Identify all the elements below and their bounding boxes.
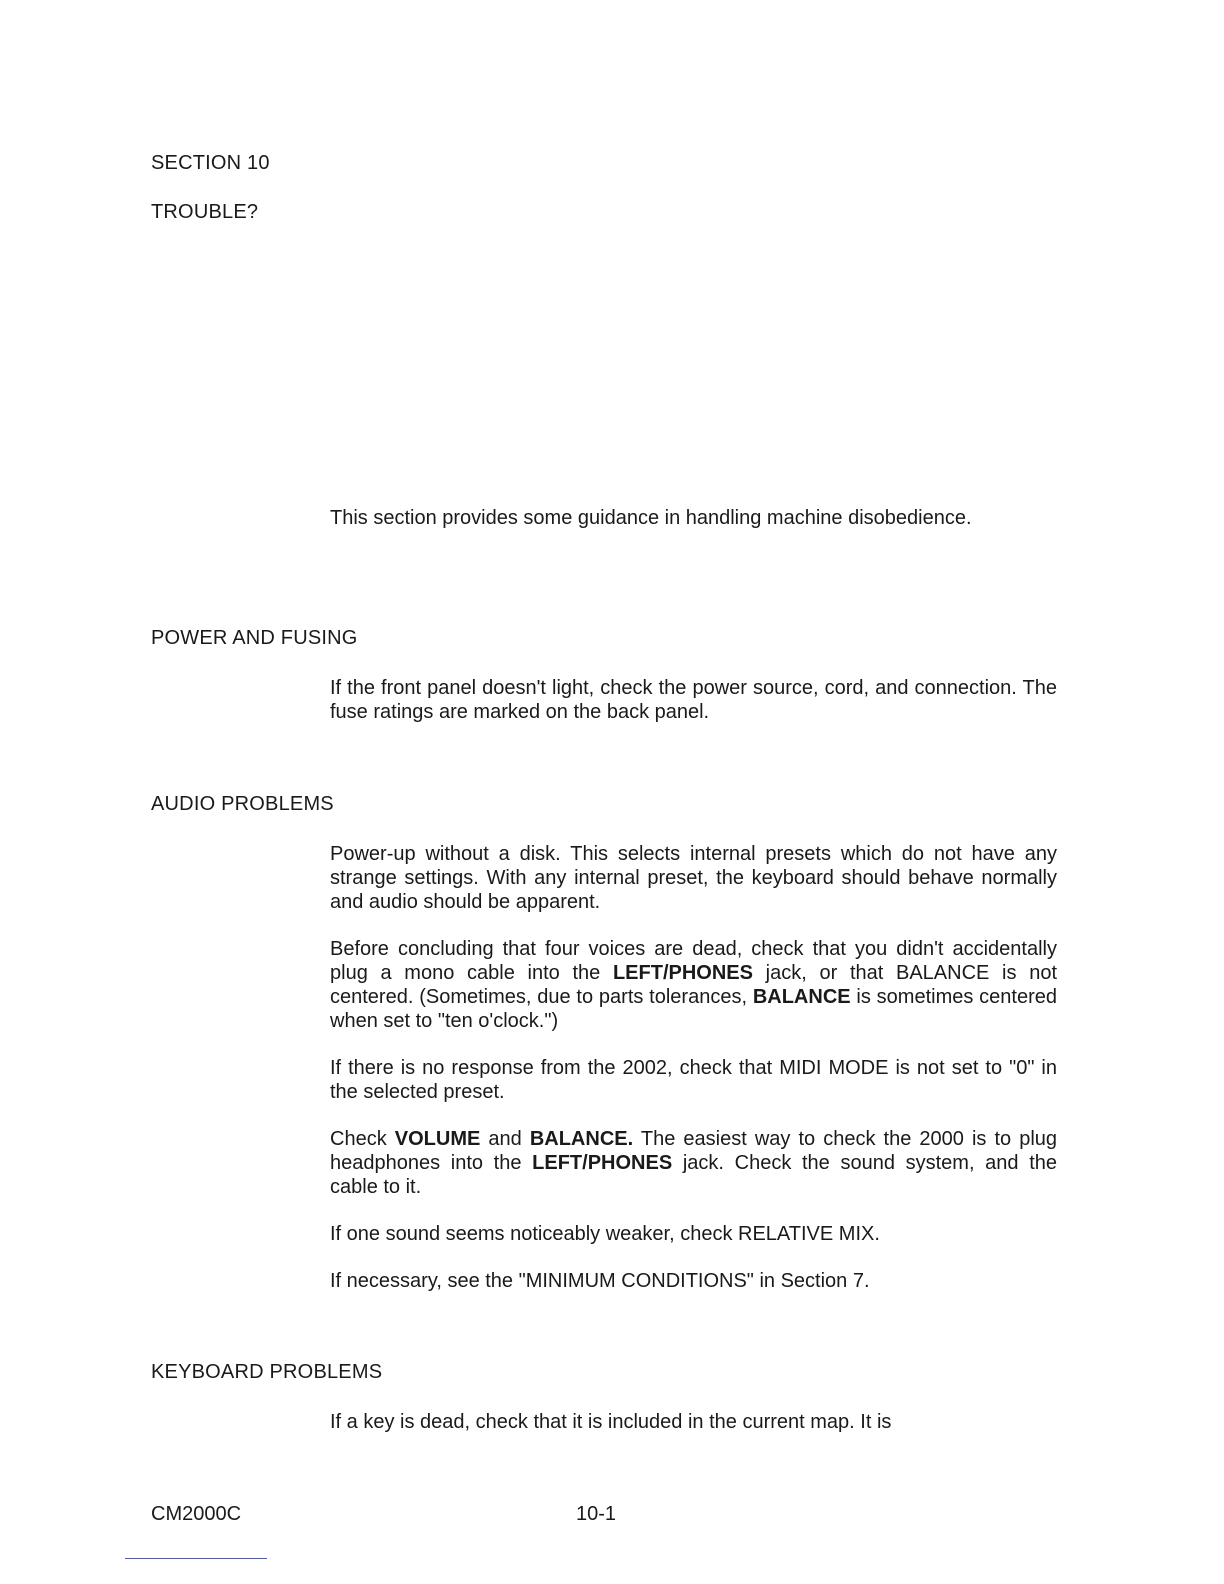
keyboard-heading: KEYBOARD PROBLEMS [151,1361,383,1383]
bottom-rule [125,1558,267,1559]
audio-heading: AUDIO PROBLEMS [151,793,334,815]
footer-page-number: 10-1 [576,1503,617,1525]
keyboard-paragraph: If a key is dead, check that it is included in the current map. It is [330,1411,892,1433]
audio-paragraph-5: If one sound seems noticeably weaker, check RELATIVE MIX. [330,1223,880,1245]
intro-paragraph: This section provides some guidance in handling machine disobedience. [330,507,972,529]
section-label: SECTION 10 [151,152,270,174]
audio-p2-text-c: jack, or that BALANCE is not centered. (Sometimes, due to parts tolerances, [330,962,1057,1008]
audio-paragraph-1: Power-up without a disk. This selects internal presets which do not have any strange settings. With any internal preset, the keyboard should behave normally and audio should be apparent. [330,843,1057,913]
audio-block [330,842,1057,1316]
footer-doc-code: CM2000C [151,1503,242,1525]
audio-p4-volume: VOLUME [394,1128,481,1150]
power-paragraph: If the front panel doesn't light, check the power source, cord, and connection. The fuse ratings are marked on the back panel. [330,677,1057,723]
audio-p4-balance: BALANCE. [529,1128,634,1150]
section-title: TROUBLE? [151,201,259,223]
intro-block [330,506,1057,553]
keyboard-block [330,1410,1057,1457]
audio-p2-balance: BALANCE [752,986,851,1008]
audio-paragraph-3: If there is no response from the 2002, check that MIDI MODE is not set to "0" in the selected preset. [330,1057,1057,1103]
audio-p2-text-a: Before concluding that four voices are dead, check that you didn't accidentally plug a mono cable into the [330,938,1057,984]
power-heading: POWER AND FUSING [151,627,358,649]
audio-p4-text-a: Check [330,1128,395,1150]
audio-p4-left-phones: LEFT/PHONES [532,1152,673,1174]
audio-p4-text-c: and [480,1128,530,1150]
audio-paragraph-2 [330,937,1057,1033]
audio-paragraph-6: If necessary, see the "MINIMUM CONDITIONS" in Section 7. [330,1270,870,1292]
power-block [330,676,1057,747]
audio-paragraph-4 [330,1127,1057,1199]
audio-p2-text-e: is sometimes centered when set to "ten o'clock.") [330,986,1057,1032]
audio-p4-text-g: jack. Check the sound system, and the cable to it. [330,1152,1057,1198]
audio-p4-text-e: The easiest way to check the 2000 is to plug headphones into the [330,1128,1058,1174]
audio-p2-left-phones: LEFT/PHONES [612,962,753,984]
